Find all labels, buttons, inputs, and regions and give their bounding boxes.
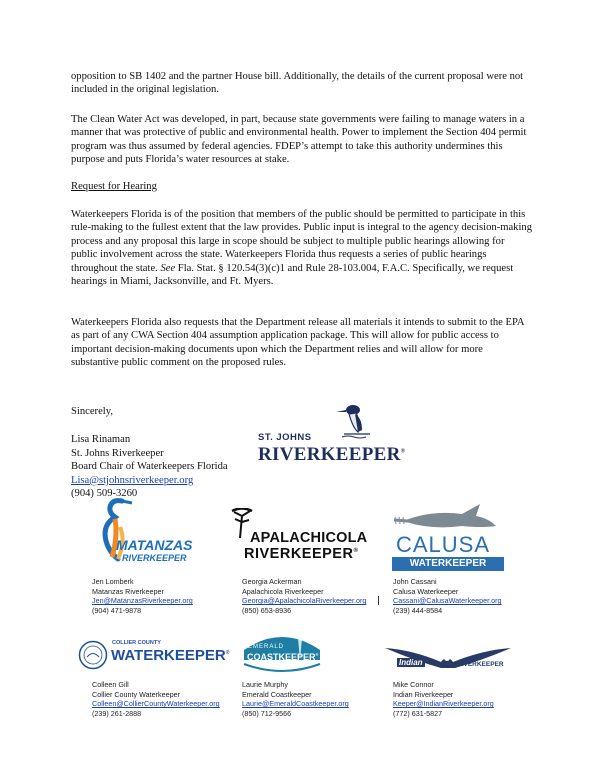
contact-org: Apalachicola Riverkeeper xyxy=(242,586,324,596)
contact-apalachicola xyxy=(242,577,366,615)
matanzas-logo-line1: MATANZAS xyxy=(116,537,193,553)
apalachicola-logo-line1: APALACHICOLA xyxy=(250,530,368,546)
contact-name: Mike Connor xyxy=(393,680,434,689)
signer-title: St. Johns Riverkeeper xyxy=(71,447,164,459)
contact-phone: (850) 653-8936 xyxy=(242,605,292,615)
contact-email-link[interactable]: Colleen@CollierCountyWaterkeeper.org xyxy=(92,699,220,709)
contact-phone: (904) 471-9878 xyxy=(92,605,142,615)
stjohns-logo-word: RIVERKEEPER xyxy=(258,444,401,465)
indian-logo-word2: RIVERKEEPER xyxy=(457,661,504,668)
contact-email-link[interactable]: Jen@MatanzasRiverkeeper.org xyxy=(92,596,193,606)
separator-bar xyxy=(378,596,379,605)
indian-riverkeeper-logo xyxy=(383,640,513,674)
contact-phone: (239) 261-2888 xyxy=(92,708,142,718)
emerald-logo-small: EMERALD xyxy=(248,644,285,650)
paragraph-text-a: Waterkeepers Florida is of the position that members of the public should be permitted to participate in this rule-making to the fullest extent that the law provides. Public input is integral to the agency decision-making process and any proposal this large in scope should be subject to multiple public hearings allowing for public involvement across the state. Waterkeepers Florida thus requests a series of public hearings throughout the state. xyxy=(71,209,533,274)
apalachicola-logo-reg: ® xyxy=(353,548,359,555)
contact-phone: (850) 712-9566 xyxy=(242,708,292,718)
apalachicola-logo-line2 xyxy=(244,546,358,562)
contact-name: Jen Lomberk xyxy=(92,577,134,586)
section-heading-request-hearing: Request for Hearing xyxy=(71,181,157,192)
apalachicola-riverkeeper-logo xyxy=(230,508,370,568)
calusa-logo-line1: CALUSA xyxy=(396,532,491,557)
contact-name: John Cassani xyxy=(393,577,437,586)
signer-name: Lisa Rinaman xyxy=(71,434,131,446)
paragraph-release-materials: Waterkeepers Florida also requests that the Department release all materials it intends to submit to the EPA as part of any CWA Section 404 assumption application package. This will allow for public access to important decision-making documents upon which the Department relies and will allow for more substantive public comment on the proposed rules. xyxy=(71,317,524,369)
collier-logo-small: COLLIER COUNTY xyxy=(112,640,161,646)
stjohns-riverkeeper-logo xyxy=(258,400,406,470)
paragraph-clean-water-act: The Clean Water Act was developed, in part, because state governments were failing to manage waters in a manner that was protective of public and environmental health. Power to implement the Section 404 permit program was thus assumed by federal agencies. FDEP’s attempt to take this authority undermines this purpose and puts Florida’s water resources at stake. xyxy=(71,114,527,166)
signature-block xyxy=(71,405,228,500)
calusa-logo-line2: WATERKEEPER xyxy=(392,557,504,571)
paragraph-request-hearing xyxy=(71,208,533,288)
collier-county-waterkeeper-logo xyxy=(78,636,230,672)
contact-org: Calusa Waterkeeper xyxy=(393,586,459,596)
contact-name: Georgia Ackerman xyxy=(242,577,302,586)
collier-logo-word: WATERKEEPER xyxy=(111,647,226,664)
stjohns-logo-line1: ST. JOHNS xyxy=(258,432,312,443)
contact-org: Emerald Coastkeeper xyxy=(242,689,312,699)
contact-email-link[interactable]: Laurie@EmeraldCoastkeeper.org xyxy=(242,699,349,709)
contact-email-link[interactable]: Keeper@IndianRiverkeeper.org xyxy=(393,699,494,709)
collier-logo-reg: ® xyxy=(225,650,230,656)
contact-name: Colleen Gill xyxy=(92,680,129,689)
matanzas-logo-line2: RIVERKEEPER xyxy=(122,553,187,563)
stjohns-logo-reg: ® xyxy=(400,448,406,455)
apalachicola-logo-word: RIVERKEEPER xyxy=(244,546,354,562)
county-seal-icon xyxy=(78,640,108,670)
contact-org: Matanzas Riverkeeper xyxy=(92,586,164,596)
contact-indian xyxy=(393,680,494,718)
calusa-waterkeeper-logo xyxy=(392,500,507,572)
contact-email-link[interactable]: Georgia@ApalachicolaRiverkeeper.org xyxy=(242,596,367,606)
signer-role: Board Chair of Waterkeepers Florida xyxy=(71,461,228,473)
emerald-logo-big xyxy=(247,652,318,662)
matanzas-riverkeeper-logo xyxy=(82,497,200,572)
indian-logo-word1: Indian xyxy=(399,658,423,667)
contact-name: Laurie Murphy xyxy=(242,680,288,689)
contact-collier xyxy=(92,680,220,718)
contact-phone: (239) 444-8584 xyxy=(393,605,443,615)
paragraph-text-b: Fla. Stat. § 120.54(3)(c)1 and Rule 28-103.004, F.A.C. Specifically, we request hearings in Miami, Jacksonville, and Ft. Myers. xyxy=(71,262,514,288)
paragraph-opposition: opposition to SB 1402 and the partner House bill. Additionally, the details of the current proposal were not included in the original legislation. xyxy=(71,71,524,96)
signer-phone: (904) 509-3260 xyxy=(71,488,138,500)
contact-org: Indian Riverkeeper xyxy=(393,689,454,699)
see-italic: See xyxy=(160,262,176,274)
collier-logo-big xyxy=(111,647,229,664)
contact-email-link[interactable]: Cassani@CalusaWaterkeeper.org xyxy=(393,596,502,606)
eagle-icon xyxy=(383,640,513,674)
closing: Sincerely, xyxy=(71,406,113,417)
contact-calusa xyxy=(393,577,502,615)
contact-matanzas xyxy=(92,577,193,615)
emerald-logo-word: COASTKEEPER xyxy=(247,652,316,662)
signer-email-link[interactable]: Lisa@stjohnsriverkeeper.org xyxy=(71,474,194,486)
emerald-coastkeeper-logo xyxy=(240,630,325,676)
contact-org: Collier County Waterkeeper xyxy=(92,689,181,699)
contact-phone: (772) 631-5827 xyxy=(393,708,443,718)
contact-emerald xyxy=(242,680,349,718)
emerald-logo-reg: ® xyxy=(315,652,319,657)
stjohns-logo-line2 xyxy=(258,444,405,466)
